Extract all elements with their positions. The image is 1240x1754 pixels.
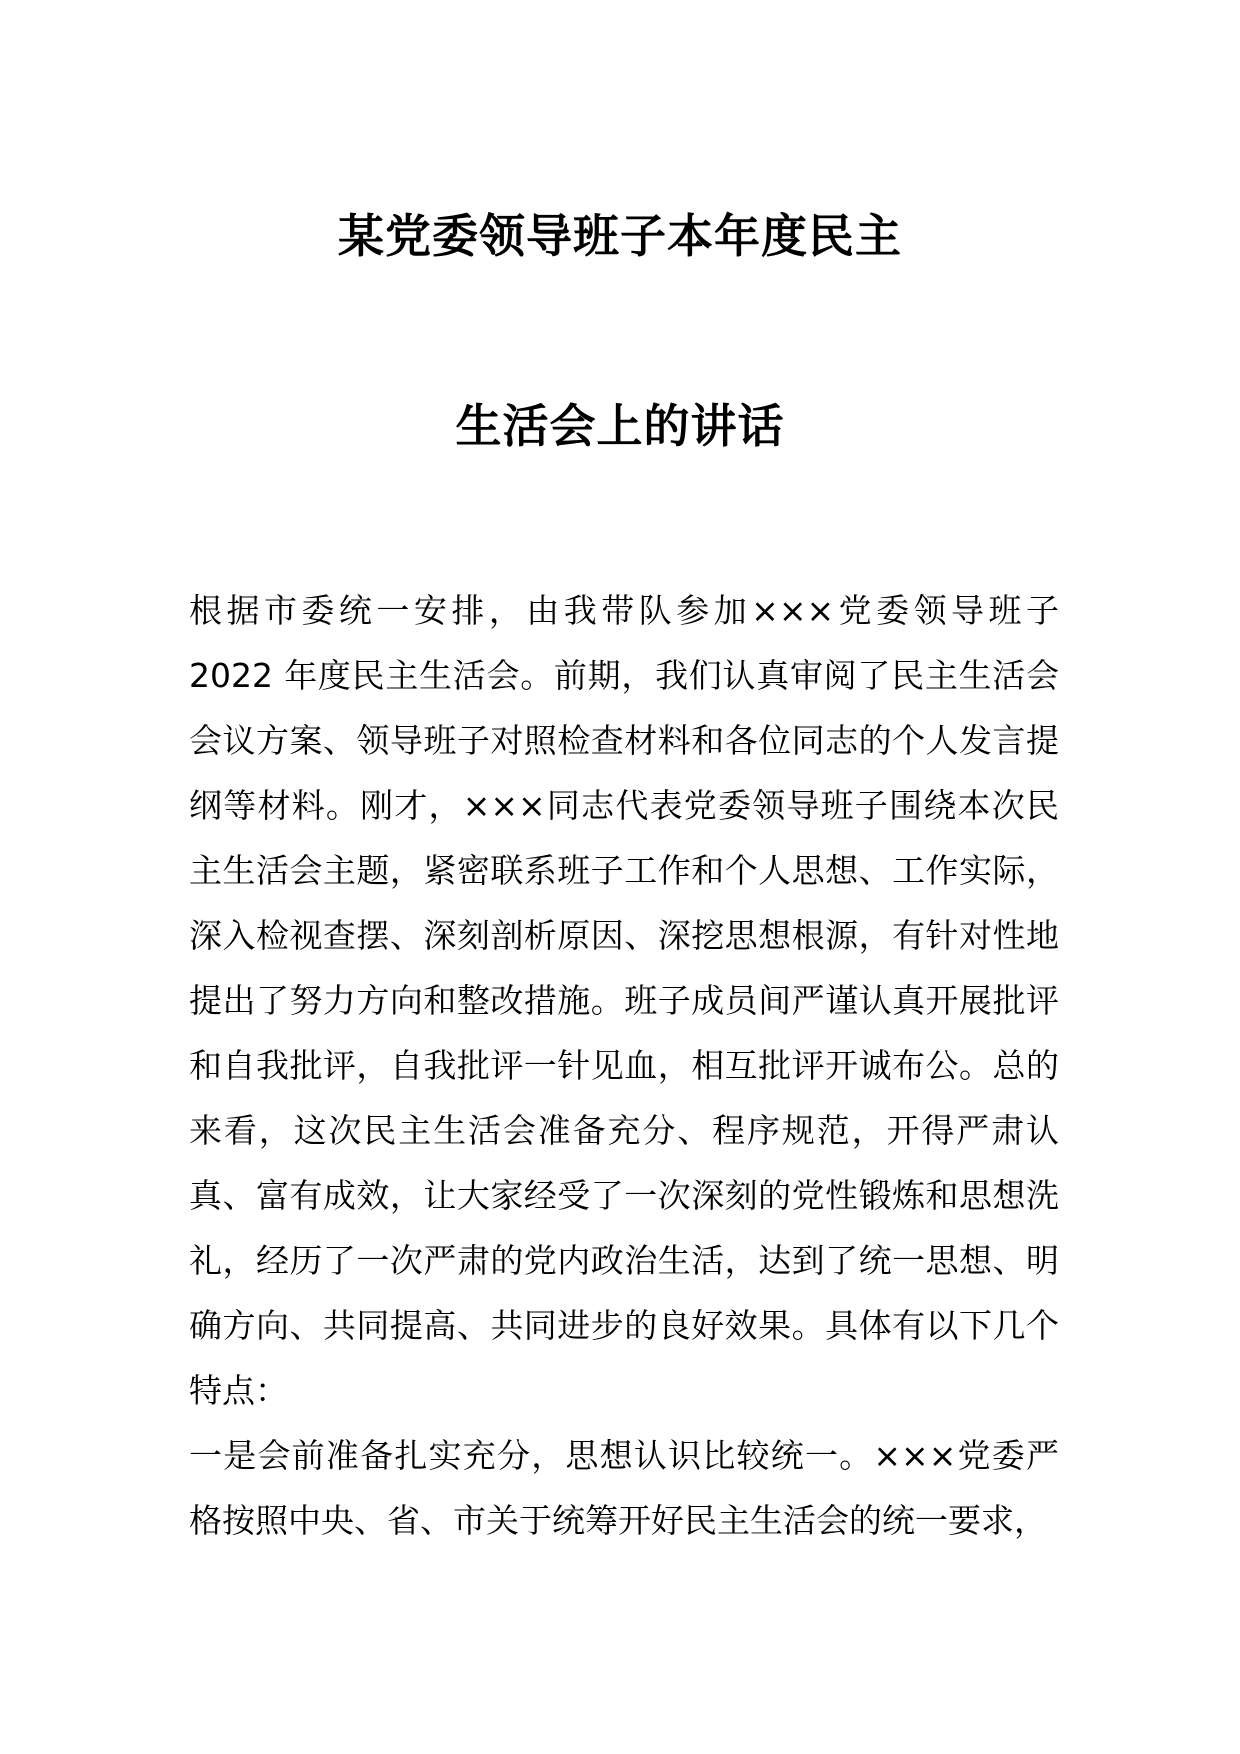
document-title-line-1: 某党委领导班子本年度民主 [338,209,902,263]
body-paragraph-2: 一是会前准备扎实充分，思想认识比较统一。×××党委严格按照中央、省、市关于统筹开好民主生活会的统一要求， [189,1436,1059,1540]
body-paragraph-1: 根据市委统一安排，由我带队参加×××党委领导班子 2022 年度民主生活会。前期，我们认真审阅了民主生活会会议方案、领导班子对照检查材料和各位同志的个人发言提纲等材料。刚才，×××同志代表党委领导班子围绕本次民主生活会主题，紧密联系班子工作和个人思想、工作实际，深入检视查摆、深刻剖析原因、深挖思想根源，有针对性地提出了努力方向和整改措施。班子成员间严谨认真开展批评和自我批评，自我批评一针见血，相互批评开诚布公。总的来看，这次民主生活会准备充分、程序规范，开得严肃认真、富有成效，让大家经受了一次深刻的党性锻炼和思想洗礼，经历了一次严肃的党内政治生活，达到了统一思想、明确方向、共同提高、共同进步的良好效果。具体有以下几个特点： [189,591,1059,1410]
document-title-line-2: 生活会上的讲话 [455,399,785,453]
document-body [189,578,1059,1553]
